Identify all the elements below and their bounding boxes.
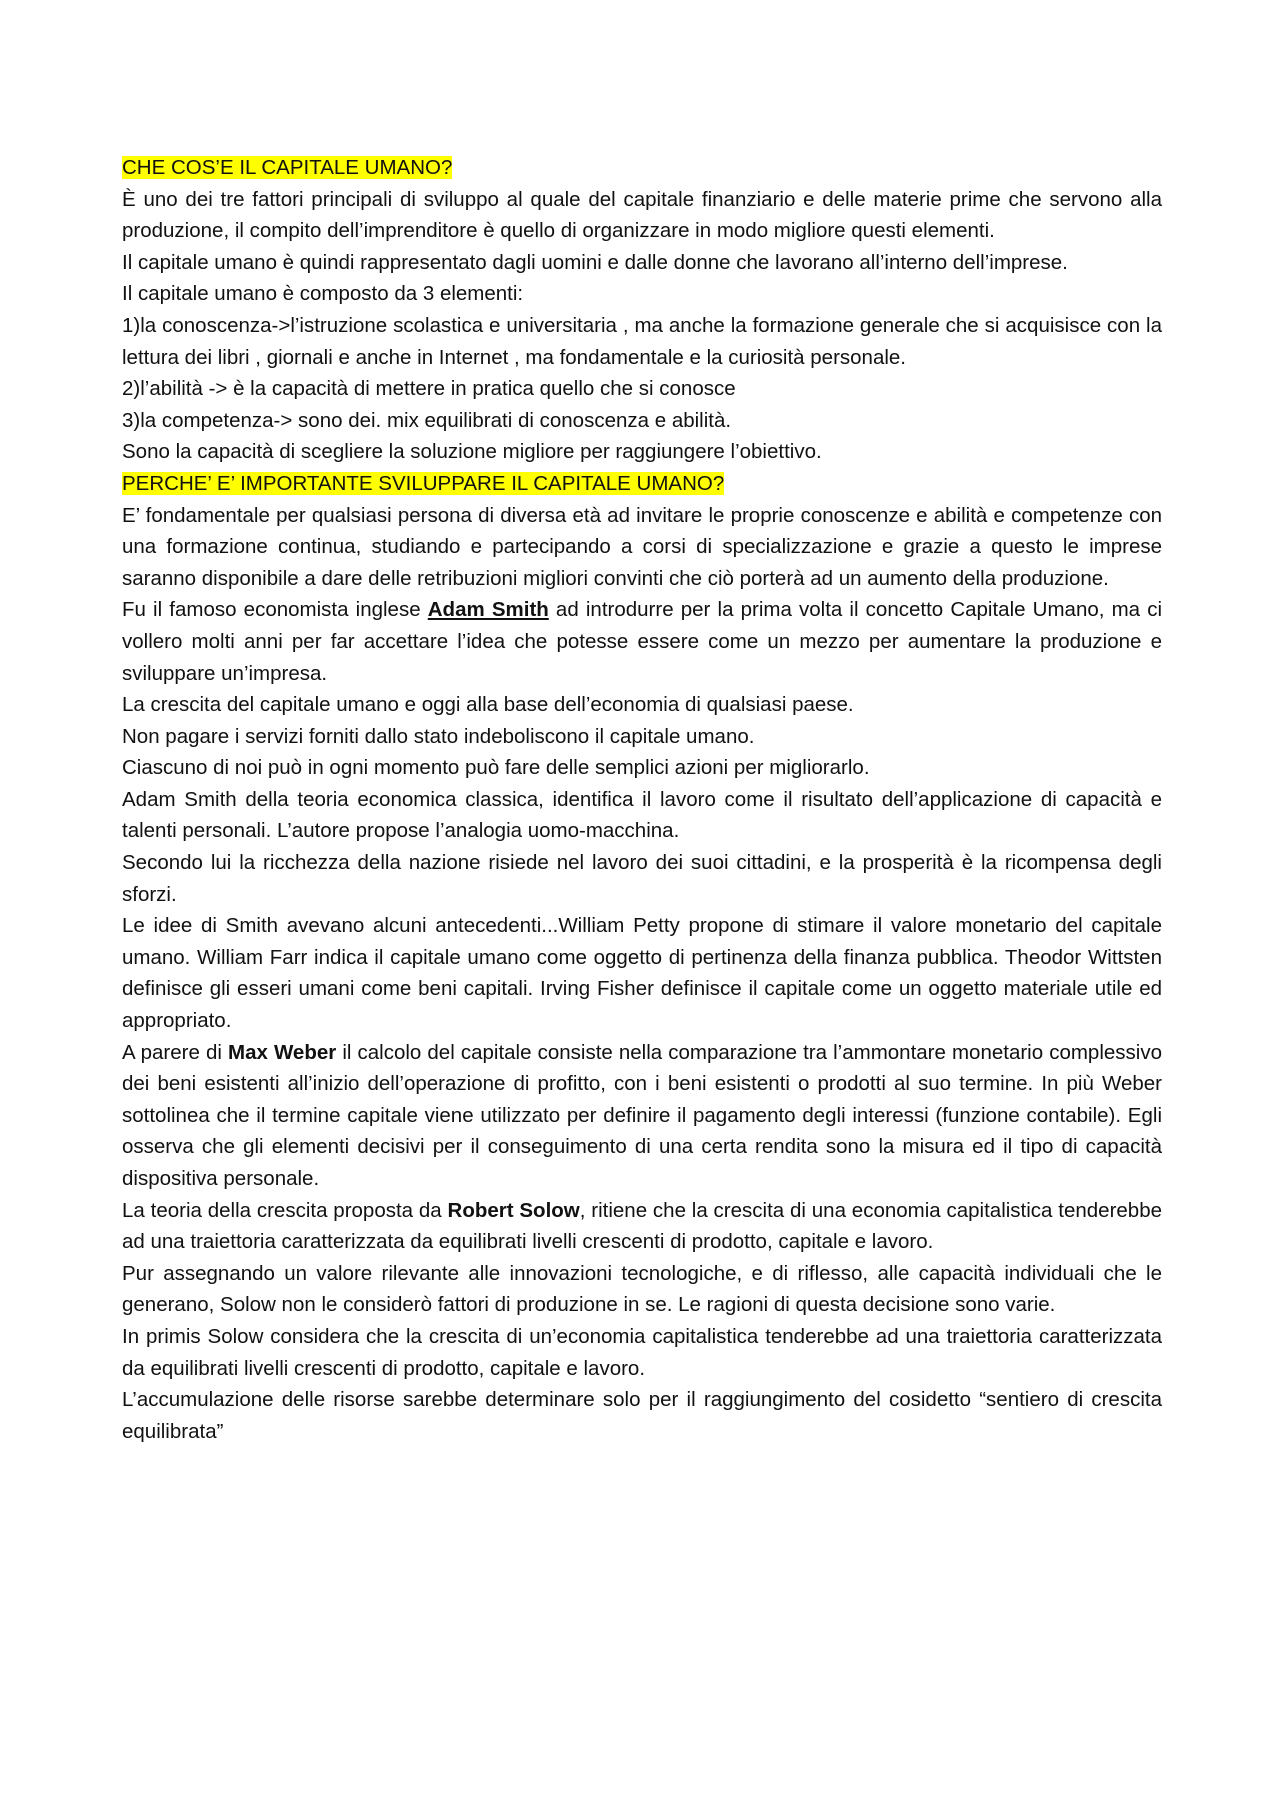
name-max-weber: Max Weber xyxy=(228,1040,337,1064)
paragraph: L’accumulazione delle risorse sarebbe determinare solo per il raggiungimento del cosidetto “sentiero di crescita equilibrata” xyxy=(122,1388,1162,1443)
list-item-ability: 2)l’abilità -> è la capacità di mettere in pratica quello che si conosce xyxy=(122,377,736,401)
paragraph: Adam Smith della teoria economica classica, identifica il lavoro come il risultato dell’applicazione di capacità e talenti personali. L’autore propose l’analogia uomo-macchina. xyxy=(122,787,1162,843)
section-heading-what-is-human-capital: CHE COS’E IL CAPITALE UMANO? xyxy=(122,156,453,179)
name-adam-smith: Adam Smith xyxy=(427,598,549,622)
paragraph: Sono la capacità di scegliere la soluzione migliore per raggiungere l’obiettivo. xyxy=(122,440,822,464)
paragraph: La crescita del capitale umano e oggi alla base dell’economia di qualsiasi paese. xyxy=(122,693,854,717)
paragraph-max-weber: A parere di Max Weber il calcolo del capitale consiste nella comparazione tra l’ammontare monetario complessivo dei beni esistenti all’inizio dell’operazione di profitto, con i beni esistenti o prodotti al suo termine. In più Weber sottolinea che il termine capitale viene utilizzato per definire il pagamento degli interessi (funzione contabile). Egli osserva che gli elementi decisivi per il conseguimento di una certa rendita sono la misura ed il tipo di capacità dispositiva personale. xyxy=(122,1040,1162,1190)
paragraph-adam-smith: Fu il famoso economista inglese Adam Smith ad introdurre per la prima volta il concetto Capitale Umano, ma ci vollero molti anni per far accettare l’idea che potesse essere come un mezzo per aumentare la produzione e sviluppare un’impresa. xyxy=(122,598,1162,685)
paragraph: Secondo lui la ricchezza della nazione risiede nel lavoro dei suoi cittadini, e la prosperità è la ricompensa degli sforzi. xyxy=(122,851,1162,906)
paragraph: E’ fondamentale per qualsiasi persona di diversa età ad invitare le proprie conoscenze e abilità e competenze con una formazione continua, studiando e partecipando a corsi di specializzazione e grazie a questo le imprese saranno disponibile a dare delle retribuzioni migliori convinti che ciò porterà ad un aumento della produzione. xyxy=(122,503,1162,590)
paragraph: Ciascuno di noi può in ogni momento può fare delle semplici azioni per migliorarlo. xyxy=(122,756,870,780)
paragraph: Pur assegnando un valore rilevante alle innovazioni tecnologiche, e di riflesso, alle capacità individuali che le generano, Solow non le considerò fattori di produzione in se. Le ragioni di questa decisione sono varie. xyxy=(122,1261,1162,1317)
paragraph: In primis Solow considera che la crescita di un’economia capitalistica tenderebbe ad una traiettoria caratterizzata da equilibrati livelli crescenti di prodotto, capitale e lavoro. xyxy=(122,1324,1162,1380)
section-heading-why-important: PERCHE’ E’ IMPORTANTE SVILUPPARE IL CAPITALE UMANO? xyxy=(122,471,725,495)
list-item-competence: 3)la competenza-> sono dei. mix equilibrati di conoscenza e abilità. xyxy=(122,408,732,432)
paragraph-robert-solow: La teoria della crescita proposta da Robert Solow, ritiene che la crescita di una economia capitalistica tenderebbe ad una traiettoria caratterizzata da equilibrati livelli crescenti di prodotto, capitale e lavoro. xyxy=(122,1198,1163,1254)
list-item-knowledge: 1)la conoscenza->l’istruzione scolastica e universitaria , ma anche la formazione generale che si acquisisce con la lettura dei libri , giornali e anche in Internet , ma fondamentale e la curiosità personale. xyxy=(122,313,1162,369)
paragraph: Le idee di Smith avevano alcuni antecedenti...William Petty propone di stimare il valore monetario del capitale umano. William Farr indica il capitale umano come oggetto di pertinenza della finanza pubblica. Theodor Wittsten definisce gli esseri umani come beni capitali. Irving Fisher definisce il capitale come un oggetto materiale utile ed appropriato. xyxy=(122,914,1162,1033)
name-robert-solow: Robert Solow xyxy=(447,1198,580,1222)
paragraph: È uno dei tre fattori principali di sviluppo al quale del capitale finanziario e delle materie prime che servono alla produzione, il compito dell’imprenditore è quello di organizzare in modo migliore questi elementi. xyxy=(122,187,1162,243)
paragraph: Il capitale umano è quindi rappresentato dagli uomini e dalle donne che lavorano all’interno dell’imprese. xyxy=(122,250,1068,274)
document-page xyxy=(122,152,1162,1447)
paragraph: Non pagare i servizi forniti dallo stato indeboliscono il capitale umano. xyxy=(122,724,755,748)
paragraph: Il capitale umano è composto da 3 elementi: xyxy=(122,282,524,306)
